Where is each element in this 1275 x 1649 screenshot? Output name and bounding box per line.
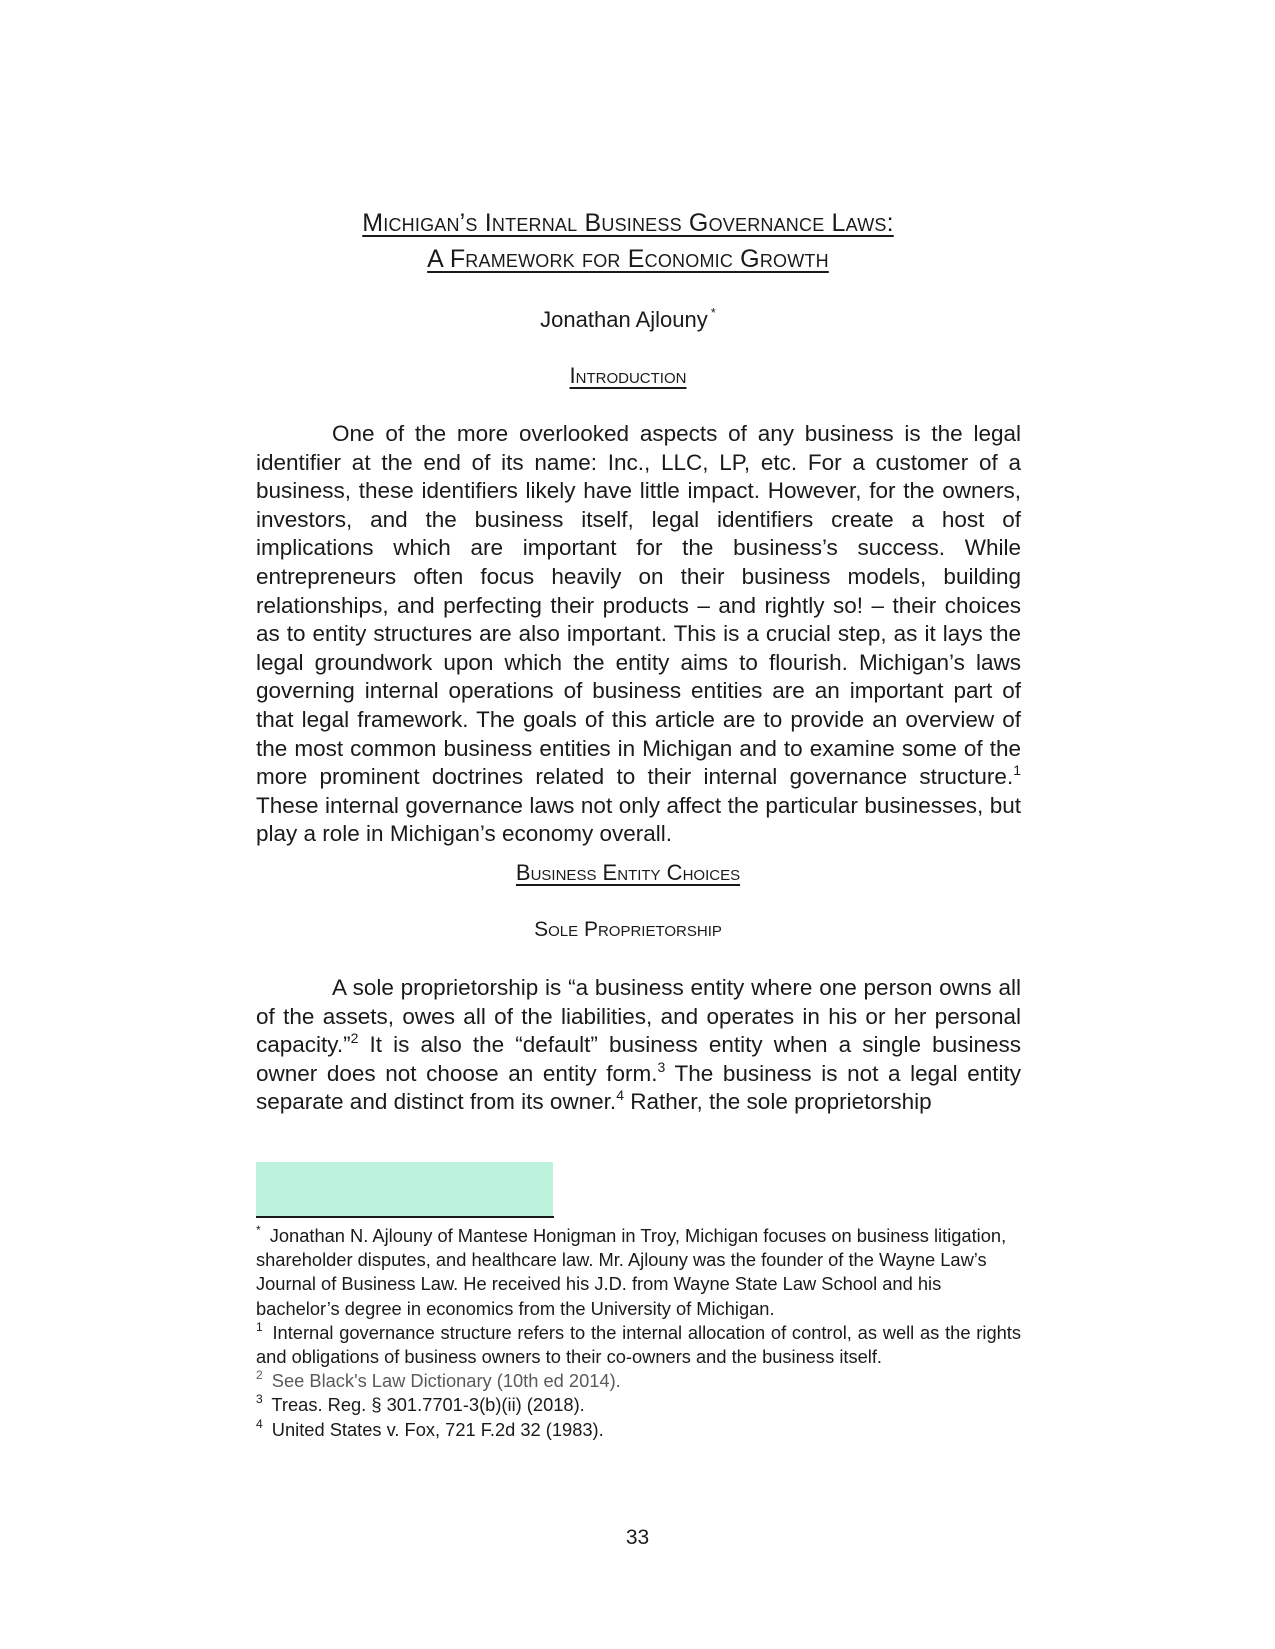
highlight-box (256, 1162, 553, 1216)
footnote-3 (256, 1393, 1021, 1417)
introduction-text-2: These internal governance laws not only affect the particular businesses, but play a role in Michigan’s economy overall. (256, 792, 1021, 847)
footnote-author-mark: * (256, 1223, 261, 1237)
introduction-paragraph (256, 420, 1021, 849)
footnote-ref-4: 4 (616, 1087, 624, 1104)
footnote-2-text: See Black's Law Dictionary (10th ed 2014). (266, 1370, 621, 1392)
footnotes (256, 1224, 1021, 1442)
sole-proprietorship-paragraph (256, 974, 1021, 1117)
footnote-4-mark: 4 (256, 1416, 263, 1431)
footnote-1-mark: 1 (256, 1319, 263, 1334)
footnote-author-text: Jonathan N. Ajlouny of Mantese Honigman in Troy, Michigan focuses on business litigation, shareholder disputes, and healthcare law. Mr. Ajlouny was the founder of the Wayne Law’s Journal of Business Law. He received his J.D. from Wayne State Law School and his bachelor’s degree in economics from the University of Michigan. (256, 1225, 1007, 1319)
page-number: 33 (625, 1526, 650, 1549)
footnote-2 (256, 1369, 1021, 1393)
author-name: Jonathan Ajlouny (540, 307, 708, 332)
footnote-4 (256, 1418, 1021, 1442)
introduction-heading: Introduction (569, 363, 687, 388)
footnote-3-text: Treas. Reg. § 301.7701-3(b)(ii) (2018). (266, 1394, 585, 1416)
sole-prop-text-4: Rather, the sole proprietorship (623, 1089, 932, 1115)
author-line (243, 299, 1013, 334)
sole-prop-text-2: It is also the “default” business entity when a single business owner does not choose an entity form. (256, 1032, 1021, 1086)
sole-prop-text-1: A sole proprietorship is “a business entity where one person owns all of the assets, owes all of the liabilities, and operates in his or her personal capacity.” (256, 975, 1021, 1058)
footnote-separator (256, 1216, 554, 1218)
footnote-author (256, 1224, 1021, 1321)
footnote-ref-1: 1 (1013, 762, 1021, 779)
footnote-1 (256, 1321, 1021, 1369)
footnote-2-mark: 2 (256, 1368, 263, 1383)
footnote-ref-3: 3 (657, 1058, 666, 1075)
business-entity-choices-heading: Business Entity Choices (515, 860, 741, 885)
footnote-3-mark: 3 (256, 1392, 263, 1407)
introduction-text-1: One of the more overlooked aspects of any business is the legal identifier at the end of its name: Inc., LLC, LP, etc. For a customer of a business, these identifiers likely have little impact. However, for the owners, investors, and the business itself, legal identifiers create a host of implications which are important for the business’s success. While entrepreneurs often focus heavily on their business models, building relationships, and perfecting their products – and rightly so! – their choices as to entity structures are also important. This is a crucial step, as it lays the legal groundwork upon which the entity aims to flourish. Michigan’s laws governing internal operations of business entities are an important part of that legal framework. The goals of this article are to provide an overview of the most common business entities in Michigan and to examine some of the more prominent doctrines related to their internal governance structure. (256, 421, 1021, 790)
author-footnote-mark: * (710, 305, 716, 320)
sole-prop-text-3: The business is not a legal entity separate and distinct from its owner. (256, 1060, 1021, 1115)
title-line-2: A Framework for Economic Growth (427, 245, 829, 273)
footnote-4-text: United States v. Fox, 721 F.2d 32 (1983). (266, 1418, 604, 1440)
footnote-ref-2: 2 (350, 1030, 359, 1047)
footnote-1-text: Internal governance structure refers to the internal allocation of control, as well as the rights and obligations of business owners to their co-owners and the business itself. (256, 1321, 1021, 1368)
title-line-1: Michigan’s Internal Business Governance Laws: (362, 209, 894, 237)
article-title (243, 205, 1013, 277)
sole-proprietorship-subheading: Sole Proprietorship (534, 918, 722, 941)
